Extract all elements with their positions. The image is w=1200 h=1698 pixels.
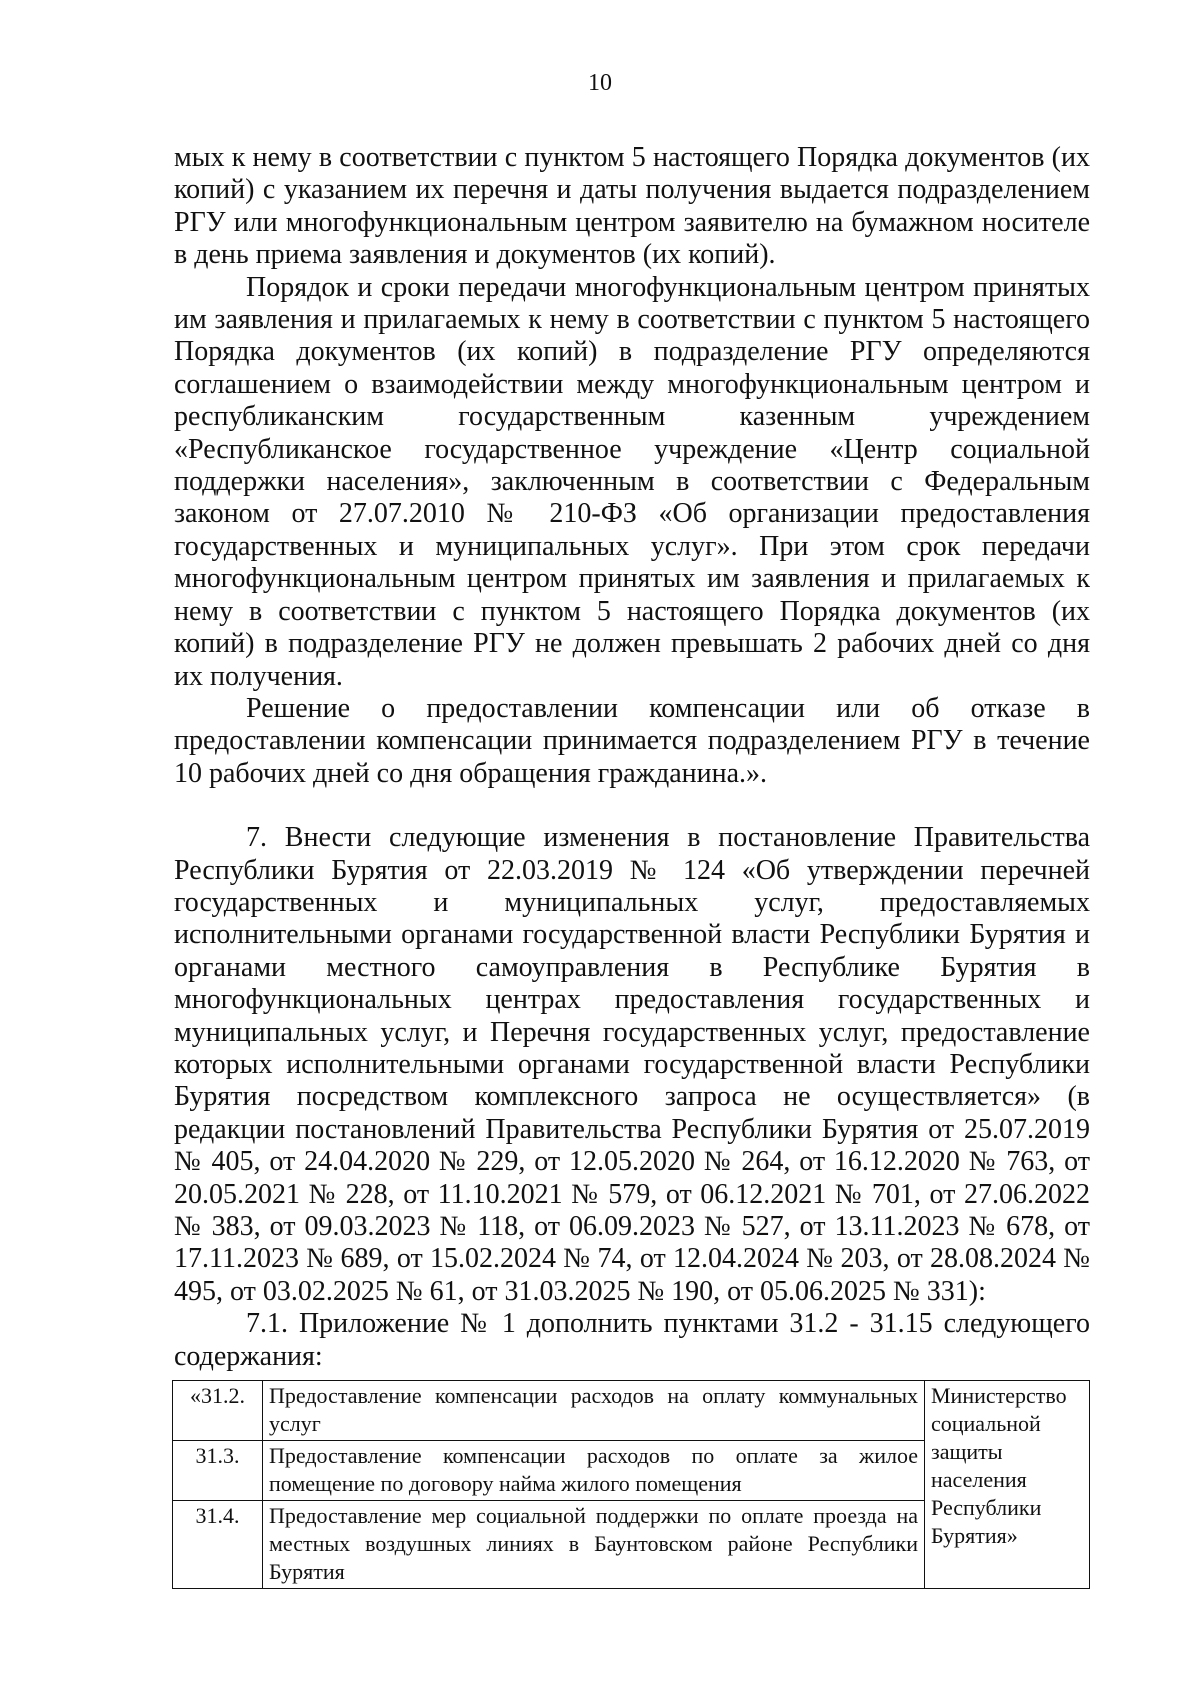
paragraph-item-7-1: 7.1. Приложение № 1 дополнить пунктами 31.2 - 31.15 следующего содержания: xyxy=(174,1308,1090,1372)
item-number: 31.3. xyxy=(173,1441,263,1501)
paragraph-continuation: мых к нему в соответствии с пунктом 5 настоящего Порядка документов (их копий) с указанием их перечня и даты получения выдается подразделением РГУ или многофункциональным центром заявителю на бумажном носителе в день приема заявления и документов (их копий). xyxy=(174,142,1090,271)
table-row xyxy=(173,1381,1090,1441)
paragraph-item-7: 7. Внести следующие изменения в постановление Правительства Республики Бурятия от 22.03.2019 № 124 «Об утверждении перечней государственных и муниципальных услуг, предоставляемых исполнительными органами государственной власти Республики Бурятия и органами местного самоуправления в Республике Бурятия в многофункциональных центрах предоставления государственных и муниципальных услуг, и Перечня государственных услуг, предоставление которых исполнительными органами государственной власти Республики Бурятия посредством комплексного запроса не осуществляется» (в редакции постановлений Правительства Республики Бурятия от 25.07.2019 № 405, от 24.04.2020 № 229, от 12.05.2020 № 264, от 16.12.2020 № 763, от 20.05.2021 № 228, от 11.10.2021 № 579, от 06.12.2021 № 701, от 27.06.2022 № 383, от 09.03.2023 № 118, от 06.09.2023 № 527, от 13.11.2023 № 678, от 17.11.2023 № 689, от 15.02.2024 № 74, от 12.04.2024 № 203, от 28.08.2024 № 495, от 03.02.2025 № 61, от 31.03.2025 № 190, от 05.06.2025 № 331): xyxy=(174,822,1090,1307)
page-number: 10 xyxy=(588,70,612,96)
document-body xyxy=(174,142,1090,1373)
amendment-table xyxy=(172,1380,1090,1589)
service-description: Предоставление компенсации расходов на оплату коммунальных услуг xyxy=(263,1381,925,1441)
item-number: 31.4. xyxy=(173,1501,263,1589)
service-description: Предоставление мер социальной поддержки по оплате проезда на местных воздушных линиях в Баунтовском районе Республики Бурятия xyxy=(263,1501,925,1589)
responsible-organization: Министерство социальной защиты населения Республики Бурятия» xyxy=(925,1381,1090,1589)
service-description: Предоставление компенсации расходов по оплате за жилое помещение по договору найма жилого помещения xyxy=(263,1441,925,1501)
item-number: «31.2. xyxy=(173,1381,263,1441)
paragraph-decision: Решение о предоставлении компенсации или об отказе в предоставлении компенсации принимается подразделением РГУ в течение 10 рабочих дней со дня обращения гражданина.». xyxy=(174,692,1090,789)
paragraph-transfer-procedure: Порядок и сроки передачи многофункциональным центром принятых им заявления и прилагаемых к нему в соответствии с пунктом 5 настоящего Порядка документов (их копий) в подразделение РГУ определяются соглашением о взаимодействии между многофункциональным центром и республиканским государственным казенным учреждением «Республиканское государственное учреждение «Центр социальной поддержки населения», заключенным в соответствии с Федеральным законом от 27.07.2010 № 210-ФЗ «Об организации предоставления государственных и муниципальных услуг». При этом срок передачи многофункциональным центром принятых им заявления и прилагаемых к нему в соответствии с пунктом 5 настоящего Порядка документов (их копий) в подразделение РГУ не должен превышать 2 рабочих дней со дня их получения. xyxy=(174,271,1090,692)
